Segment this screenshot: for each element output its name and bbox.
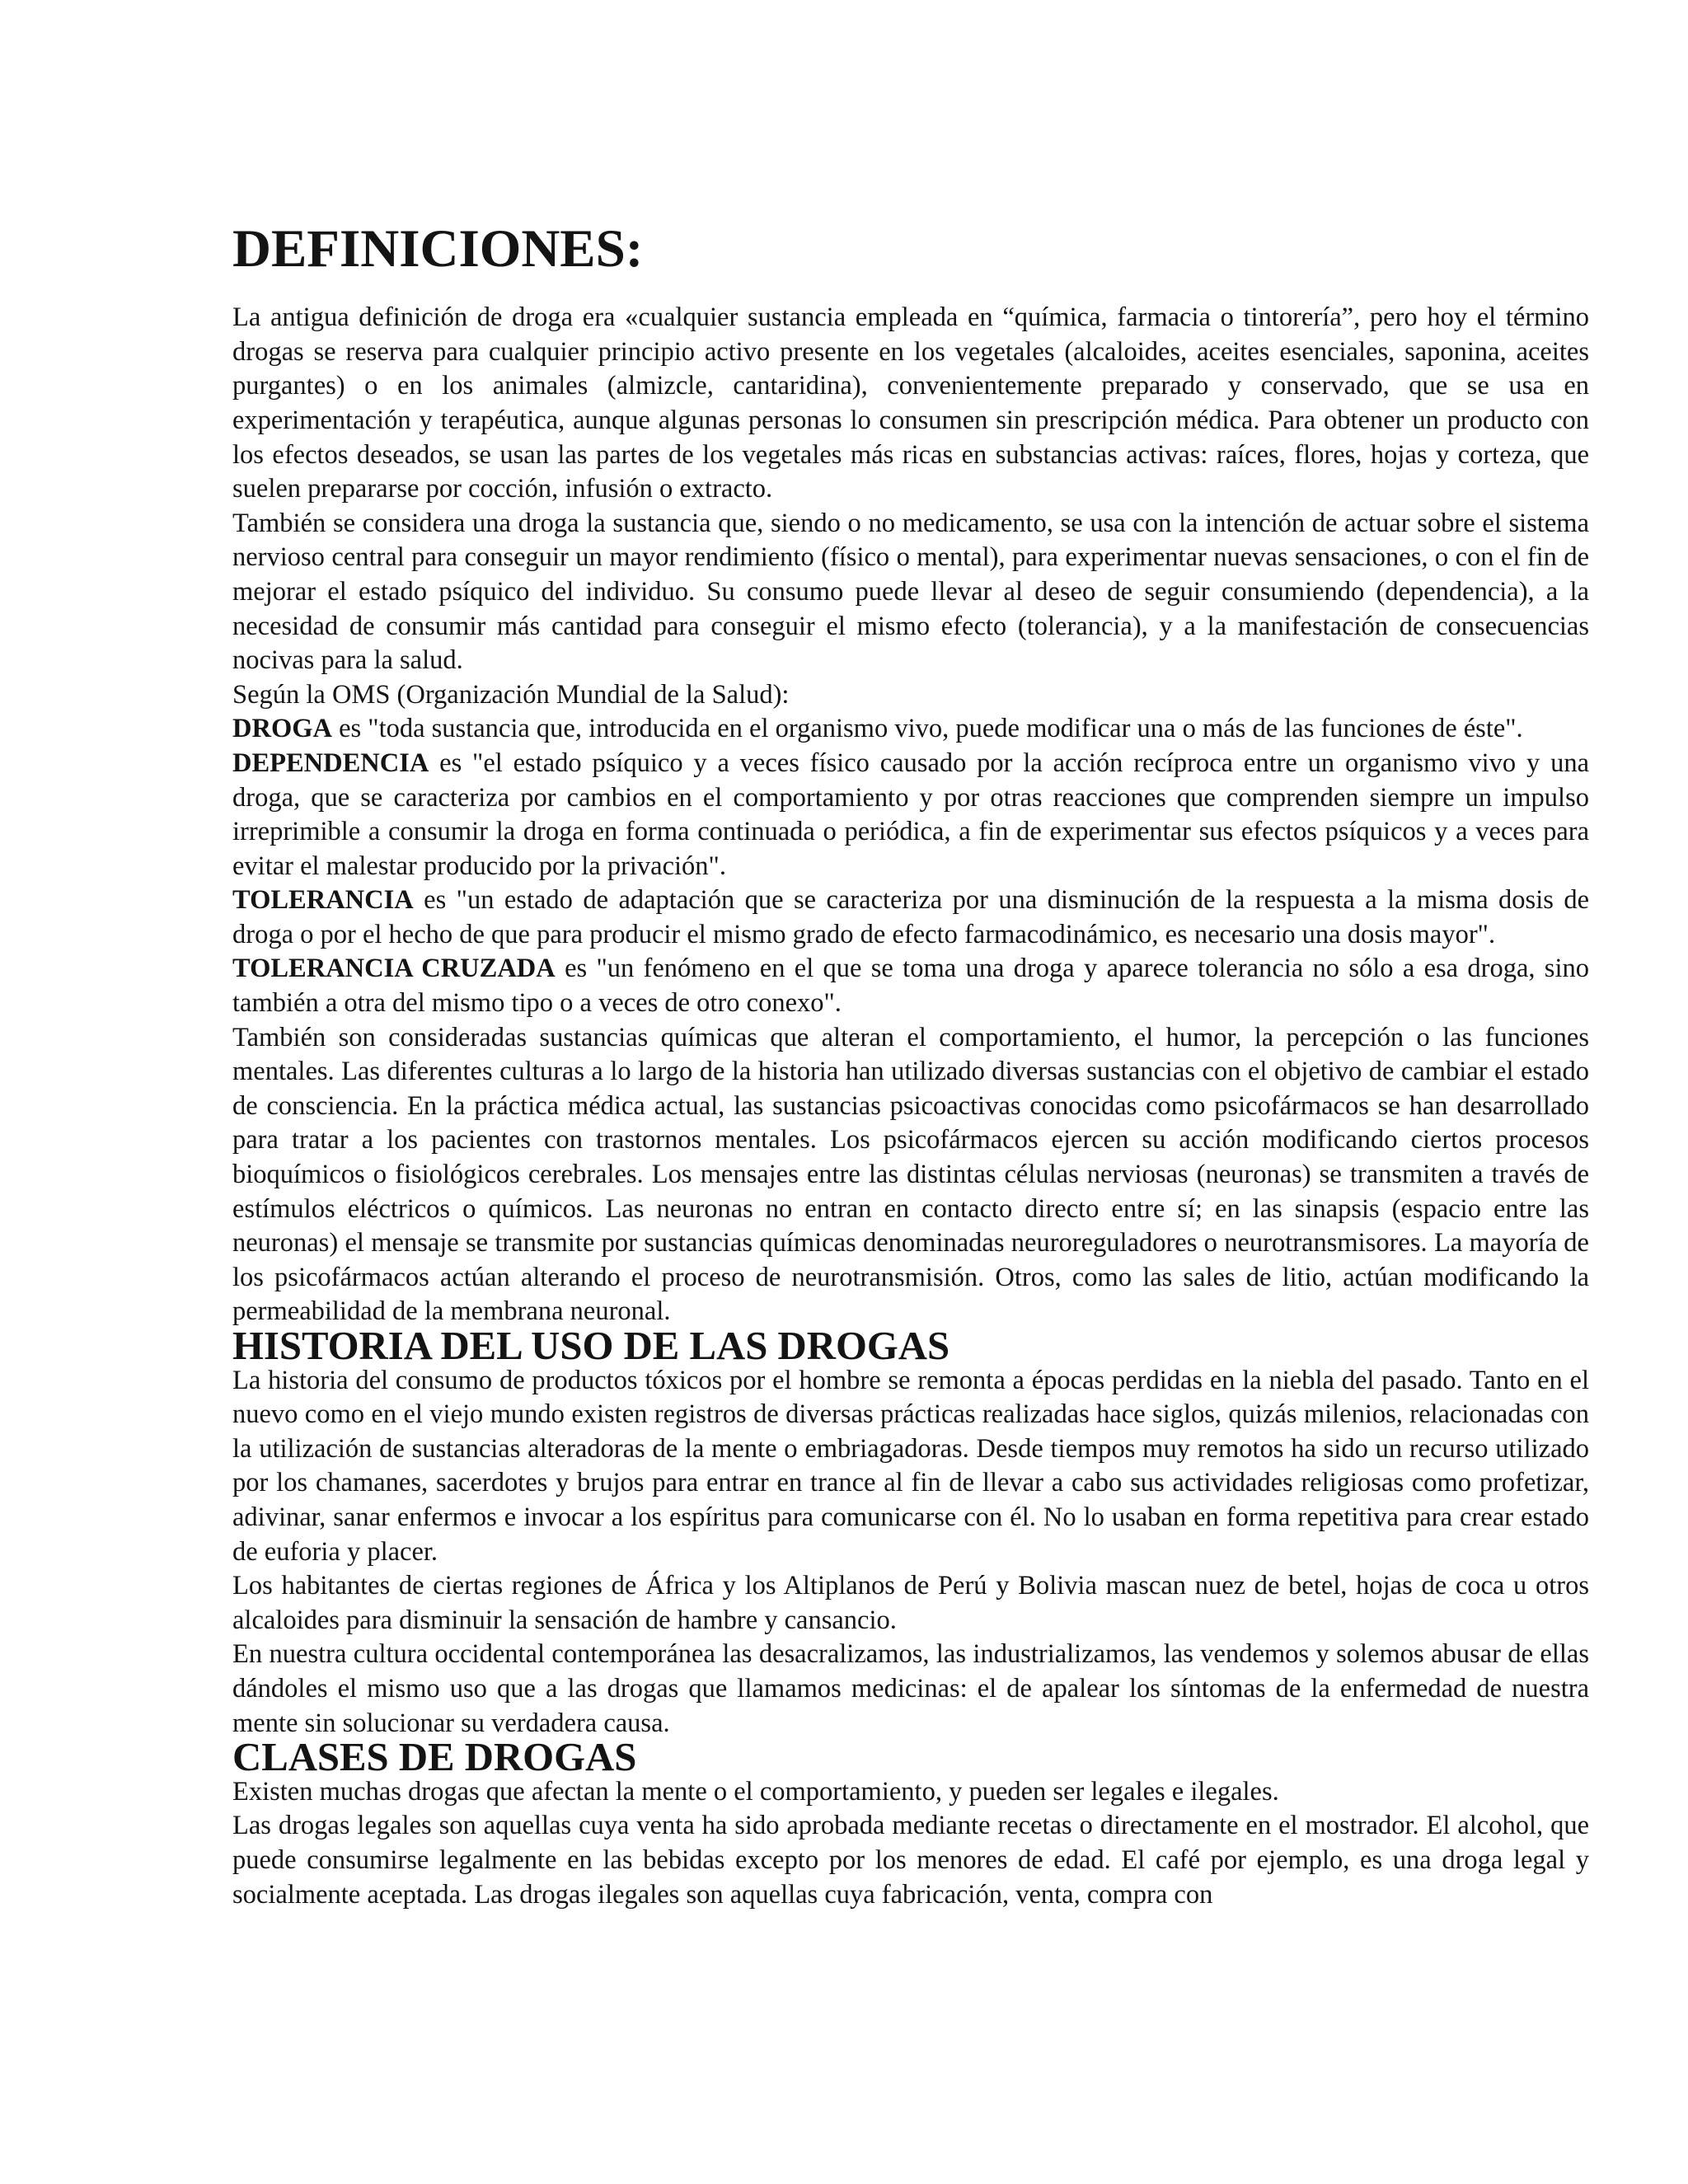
droga-definition — [232, 712, 1589, 747]
tolerancia-cruzada-definition — [232, 952, 1589, 1020]
clases-paragraph-1: Existen muchas drogas que afectan la mente o el comportamiento, y pueden ser legales e ilegales. — [232, 1776, 1279, 1807]
oms-intro: Según la OMS (Organización Mundial de la Salud): — [232, 679, 790, 710]
droga-text: es "toda sustancia que, introducida en el organismo vivo, puede modificar una o más de las funciones de éste". — [331, 714, 1523, 744]
clases-heading: CLASES DE DROGAS — [232, 1735, 637, 1780]
tolerancia-definition — [232, 883, 1589, 952]
tolerancia-text: es "un estado de adaptación que se caracteriza por una disminución de la respuesta a la misma dosis de droga o por el hecho de que para producir el mismo grado de efecto farmacodinámico, es necesario una dosis mayor". — [232, 885, 1589, 949]
historia-paragraph-2: Los habitantes de ciertas regiones de África y los Altiplanos de Perú y Bolivia mascan nuez de betel, hojas de coca u otros alcaloides para disminuir la sensación de hambre y cansancio. — [232, 1571, 1589, 1635]
historia-paragraph-1: La historia del consumo de productos tóxicos por el hombre se remonta a épocas perdidas en la niebla del pasado. Tanto en el nuevo como en el viejo mundo existen registros de diversas prácticas realizadas hace siglos, quizás milenios, relacionadas con la utilización de sustancias alteradoras de la mente o embriagadoras. Desde tiempos muy remotos ha sido un recurso utilizado por los chamanes, sacerdotes y brujos para entrar en trance al fin de llevar a cabo sus actividades religiosas como profetizar, adivinar, sanar enfermos e invocar a los espíritus para comunicarse con él. No lo usaban en forma repetitiva para crear estado de euforia y placer. — [232, 1365, 1589, 1567]
definiciones-paragraph-1: La antigua definición de droga era «cualquier sustancia empleada en “química, farmacia o tintorería”, pero hoy el término drogas se reserva para cualquier principio activo presente en los vegetales (alcaloides, aceites esenciales, saponina, aceites purgantes) o en los animales (almizcle, cantaridina), convenientemente preparado y conservado, que se usa en experimentación y terapéutica, aunque algunas personas lo consumen sin prescripción médica. Para obtener un producto con los efectos deseados, se usan las partes de los vegetales más ricas en substancias activas: raíces, flores, hojas y corteza, que suelen prepararse por cocción, infusión o extracto. — [232, 302, 1589, 504]
dependencia-definition — [232, 747, 1589, 883]
historia-heading: HISTORIA DEL USO DE LAS DROGAS — [232, 1324, 950, 1368]
dependencia-term: DEPENDENCIA — [232, 748, 429, 778]
definiciones-paragraph-4: También son consideradas sustancias químicas que alteran el comportamiento, el humor, la percepción o las funciones mentales. Las diferentes culturas a lo largo de la historia han utilizado diversas sustancias con el objetivo de cambiar el estado de consciencia. En la práctica médica actual, las sustancias psicoactivas conocidas como psicofármacos se han desarrollado para tratar a los pacientes con trastornos mentales. Los psicofármacos ejercen su acción modificando ciertos procesos bioquímicos o fisiológicos cerebrales. Los mensajes entre las distintas células nerviosas (neuronas) se transmiten a través de estímulos eléctricos o químicos. Las neuronas no entran en contacto directo entre sí; en las sinapsis (espacio entre las neuronas) el mensaje se transmite por sustancias químicas denominadas neuroreguladores o neurotransmisores. La mayoría de los psicofármacos actúan alterando el proceso de neurotransmisión. Otros, como las sales de litio, actúan modificando la permeabilidad de la membrana neuronal. — [232, 1022, 1589, 1327]
droga-term: DROGA — [232, 714, 332, 744]
document-page — [232, 219, 1589, 1912]
definiciones-paragraph-2: También se considera una droga la sustancia que, siendo o no medicamento, se usa con la intención de actuar sobre el sistema nervioso central para conseguir un mayor rendimiento (físico o mental), para experimentar nuevas sensaciones, o con el fin de mejorar el estado psíquico del individuo. Su consumo puede llevar al deseo de seguir consumiendo (dependencia), a la necesidad de consumir más cantidad para conseguir el mismo efecto (tolerancia), y a la manifestación de consecuencias nocivas para la salud. — [232, 508, 1589, 676]
tolerancia-cruzada-text: es "un fenómeno en el que se toma una droga y aparece tolerancia no sólo a esa droga, sino también a otra del mismo tipo o a veces de otro conexo". — [232, 954, 1589, 1019]
definiciones-heading: DEFINICIONES: — [232, 219, 644, 279]
historia-paragraph-3: En nuestra cultura occidental contemporánea las desacralizamos, las industrializamos, las vendemos y solemos abusar de ellas dándoles el mismo uso que a las drogas que llamamos medicinas: el de apalear los síntomas de la enfermedad de nuestra mente sin solucionar su verdadera causa. — [232, 1639, 1589, 1738]
tolerancia-cruzada-term: TOLERANCIA CRUZADA — [232, 954, 556, 984]
tolerancia-term: TOLERANCIA — [232, 885, 414, 916]
clases-paragraph-2: Las drogas legales son aquellas cuya venta ha sido aprobada mediante recetas o directamente en el mostrador. El alcohol, que puede consumirse legalmente en las bebidas excepto por los menores de edad. El café por ejemplo, es una droga legal y socialmente aceptada. Las drogas ilegales son aquellas cuya fabricación, venta, compra con — [232, 1811, 1589, 1910]
dependencia-text: es "el estado psíquico y a veces físico causado por la acción recíproca entre un organismo vivo y una droga, que se caracteriza por cambios en el comportamiento y por otras reacciones que comprenden siempre un impulso irreprimible a consumir la droga en forma continuada o periódica, a fin de experimentar sus efectos psíquicos y a veces para evitar el malestar producido por la privación". — [232, 748, 1589, 881]
